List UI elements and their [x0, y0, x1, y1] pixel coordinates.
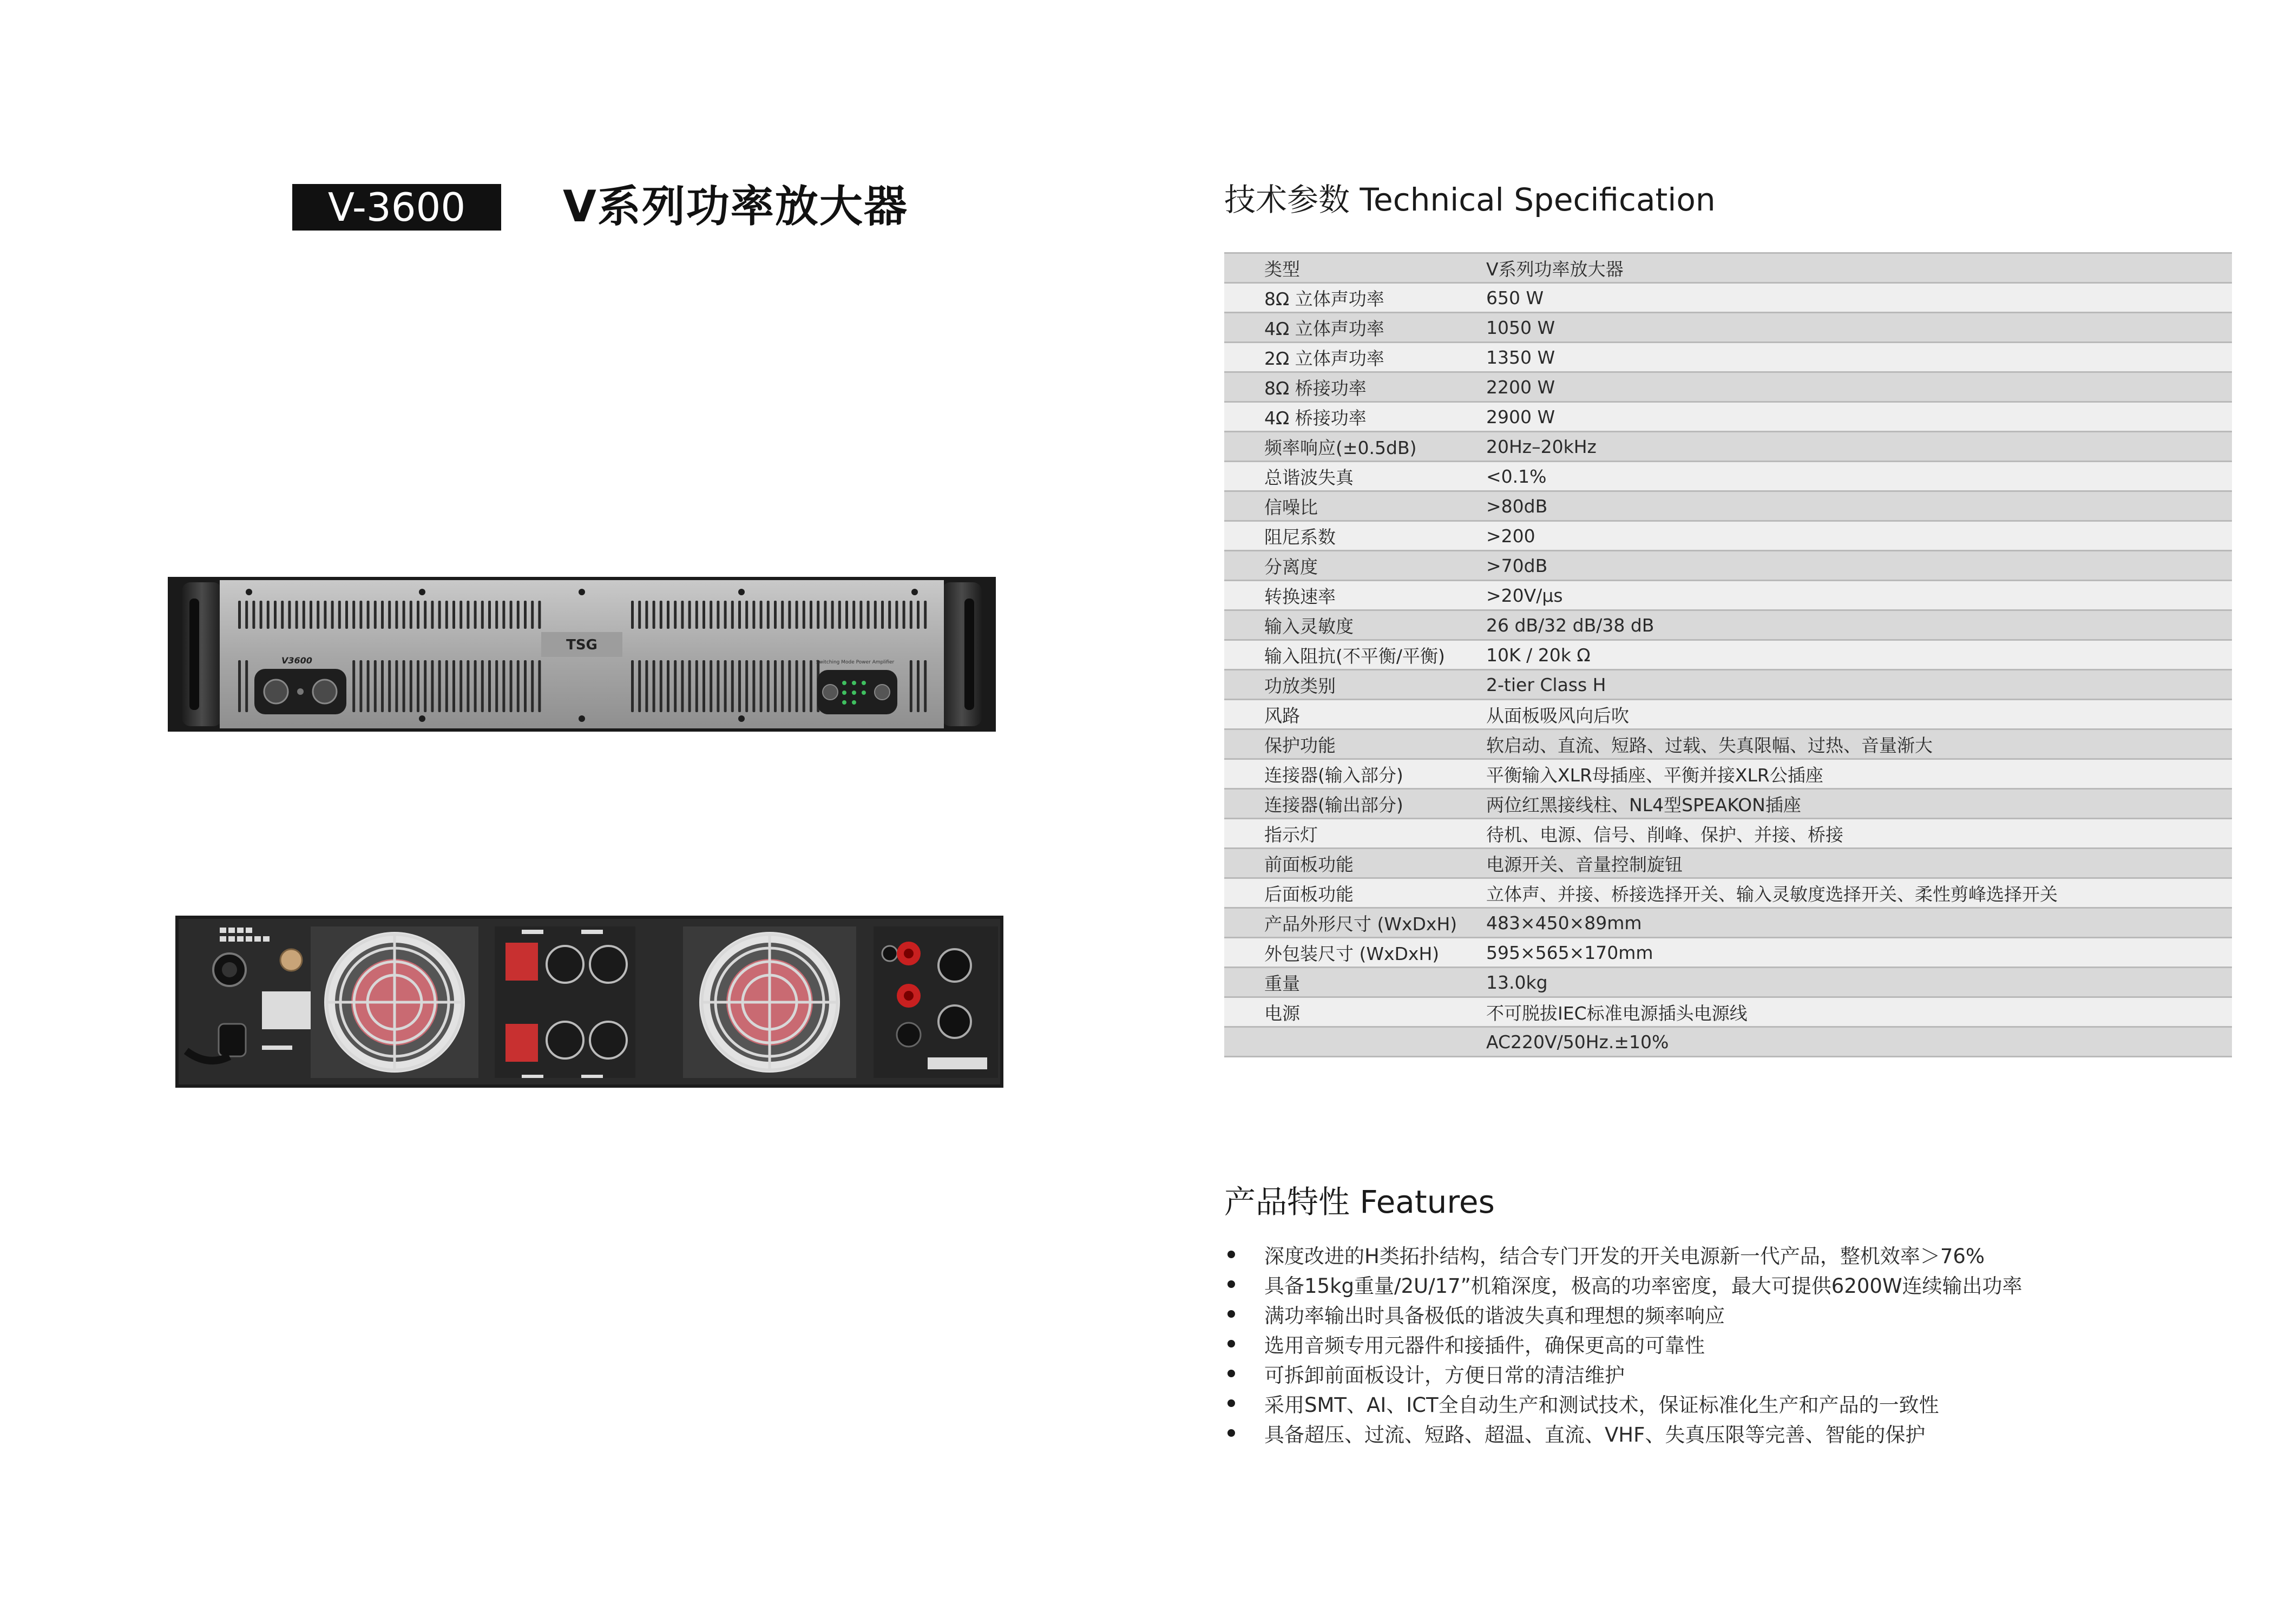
spec-value: >20V/μs [1486, 584, 1563, 606]
model-badge: V-3600 [292, 184, 501, 231]
bullet-icon [1227, 1280, 1235, 1288]
spec-label: 前面板功能 [1264, 853, 1354, 875]
spec-row [1224, 819, 2232, 849]
spec-label: 总谐波失真 [1264, 466, 1354, 488]
spec-label: 阻尼系数 [1264, 526, 1336, 548]
feature-text: 具备超压、过流、短路、超温、直流、VHF、失真压限等完善、智能的保护 [1264, 1423, 1926, 1447]
spec-value: 483×450×89mm [1486, 912, 1642, 933]
spec-value: 两位红黑接线柱、NL4型SPEAKON插座 [1486, 794, 1801, 816]
spec-label: 信噪比 [1264, 496, 1318, 518]
features-heading: 产品特性 Features [1224, 1184, 1495, 1220]
spec-value: >70dB [1486, 555, 1548, 576]
spec-value: 20Hz–20kHz [1486, 436, 1597, 457]
spec-row [1224, 849, 2232, 879]
spec-label: 电源 [1264, 1002, 1300, 1024]
spec-label: 外包装尺寸 (WxDxH) [1264, 943, 1440, 964]
spec-label: 功放类别 [1264, 675, 1336, 696]
spec-label: 输入阻抗(不平衡/平衡) [1264, 645, 1445, 667]
spec-label: 输入灵敏度 [1264, 615, 1354, 637]
spec-row [1224, 700, 2232, 730]
spec-value: 不可脱拔IEC标准电源插头电源线 [1486, 1002, 1748, 1024]
feature-text: 具备15kg重量/2U/17”机箱深度，极高的功率密度，最大可提供6200W连续输出功率 [1264, 1274, 2023, 1298]
feature-text: 可拆卸前面板设计，方便日常的清洁维护 [1264, 1363, 1625, 1387]
bullet-icon [1227, 1399, 1235, 1407]
spec-label: 产品外形尺寸 (WxDxH) [1264, 913, 1457, 935]
bullet-icon [1227, 1429, 1235, 1437]
spec-row [1224, 403, 2232, 432]
spec-label: 连接器(输出部分) [1264, 794, 1403, 816]
spec-row [1224, 641, 2232, 670]
spec-value: >80dB [1486, 495, 1548, 517]
spec-label: 后面板功能 [1264, 883, 1354, 905]
spec-value: V系列功率放大器 [1486, 258, 1624, 280]
spec-table [1224, 252, 2232, 1057]
spec-label: 类型 [1264, 258, 1300, 280]
spec-value: <0.1% [1486, 465, 1547, 487]
spec-value: 立体声、并接、桥接选择开关、输入灵敏度选择开关、柔性剪峰选择开关 [1486, 883, 2058, 905]
spec-value: 平衡输入XLR母插座、平衡并接XLR公插座 [1486, 764, 1823, 786]
spec-value: 待机、电源、信号、削峰、保护、并接、桥接 [1486, 824, 1843, 845]
spec-value: 595×565×170mm [1486, 942, 1653, 963]
spec-row [1224, 670, 2232, 700]
spec-label: 4Ω 立体声功率 [1264, 318, 1384, 339]
feature-item [1224, 1239, 2231, 1269]
spec-row [1224, 492, 2232, 522]
spec-row [1224, 611, 2232, 641]
spec-label: 2Ω 立体声功率 [1264, 347, 1384, 369]
feature-item [1224, 1329, 2231, 1358]
spec-value: 电源开关、音量控制旋钮 [1486, 853, 1683, 875]
feature-text: 深度改进的H类拓扑结构，结合专门开发的开关电源新一代产品，整机效率＞76% [1264, 1244, 1985, 1268]
feature-text: 满功率输出时具备极低的谐波失真和理想的频率响应 [1264, 1304, 1725, 1327]
rear-panel-image [175, 916, 1003, 1088]
spec-row [1224, 551, 2232, 581]
spec-value: 2-tier Class H [1486, 674, 1606, 695]
feature-text: 选用音频专用元器件和接插件，确保更高的可靠性 [1264, 1333, 1705, 1357]
spec-row [1224, 909, 2232, 938]
spec-row [1224, 343, 2232, 373]
spec-label: 风路 [1264, 705, 1300, 726]
spec-row [1224, 730, 2232, 760]
bullet-icon [1227, 1370, 1235, 1377]
spec-row [1224, 998, 2232, 1028]
spec-label: 频率响应(±0.5dB) [1264, 437, 1417, 458]
spec-value: 软启动、直流、短路、过载、失真限幅、过热、音量渐大 [1486, 734, 1933, 756]
spec-label: 转换速率 [1264, 586, 1336, 607]
spec-row [1224, 1028, 2232, 1057]
spec-value: 10K / 20k Ω [1486, 644, 1591, 666]
bullet-icon [1227, 1251, 1235, 1258]
spec-row [1224, 760, 2232, 790]
spec-value: 1050 W [1486, 317, 1555, 338]
spec-row [1224, 968, 2232, 998]
front-caption: Switching Mode Power Amplifier [816, 660, 895, 665]
feature-item [1224, 1299, 2231, 1329]
spec-label: 保护功能 [1264, 734, 1336, 756]
spec-value: 2900 W [1486, 406, 1555, 428]
spec-value: AC220V/50Hz.±10% [1486, 1031, 1669, 1053]
spec-row [1224, 373, 2232, 403]
spec-label: 4Ω 桥接功率 [1264, 407, 1367, 429]
feature-item [1224, 1418, 2231, 1448]
spec-label: 分离度 [1264, 556, 1318, 577]
spec-value: 13.0kg [1486, 971, 1548, 993]
feature-item [1224, 1269, 2231, 1299]
front-panel-image [168, 577, 996, 732]
bullet-icon [1227, 1340, 1235, 1347]
feature-item [1224, 1388, 2231, 1418]
spec-value: 650 W [1486, 287, 1544, 308]
feature-text: 采用SMT、AI、ICT全自动生产和测试技术，保证标准化生产和产品的一致性 [1264, 1393, 1939, 1417]
spec-heading: 技术参数 Technical Specification [1224, 181, 1716, 218]
feature-list [1224, 1239, 2231, 1448]
spec-row [1224, 254, 2232, 284]
bullet-icon [1227, 1310, 1235, 1318]
spec-row [1224, 879, 2232, 909]
spec-value: 1350 W [1486, 346, 1555, 368]
spec-label: 连接器(输入部分) [1264, 764, 1403, 786]
spec-label: 重量 [1264, 972, 1300, 994]
spec-row [1224, 313, 2232, 343]
brand-logo: TSG [566, 637, 597, 653]
spec-label: 指示灯 [1264, 824, 1318, 845]
spec-row [1224, 432, 2232, 462]
spec-row [1224, 462, 2232, 492]
feature-item [1224, 1358, 2231, 1388]
spec-label: 8Ω 桥接功率 [1264, 377, 1367, 399]
model-mark: V3600 [281, 655, 312, 666]
spec-row [1224, 938, 2232, 968]
spec-row [1224, 522, 2232, 551]
spec-label: 8Ω 立体声功率 [1264, 288, 1384, 310]
spec-value: >200 [1486, 525, 1535, 547]
spec-value: 从面板吸风向后吹 [1486, 705, 1629, 726]
spec-value: 2200 W [1486, 376, 1555, 398]
spec-row [1224, 790, 2232, 819]
spec-value: 26 dB/32 dB/38 dB [1486, 614, 1654, 636]
spec-row [1224, 284, 2232, 313]
product-title: V系列功率放大器 [563, 181, 908, 232]
spec-row [1224, 581, 2232, 611]
